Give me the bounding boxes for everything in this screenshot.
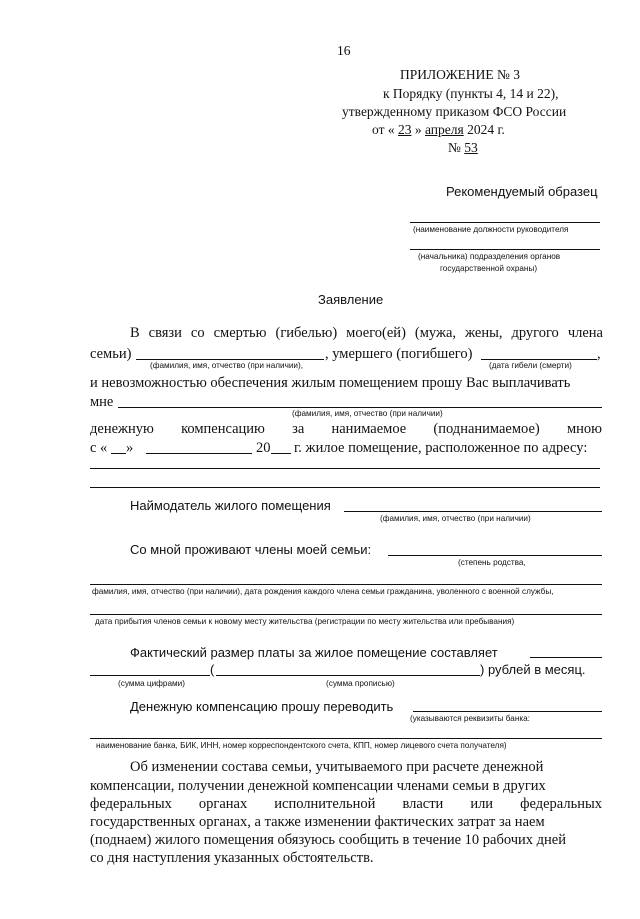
payment-words-field[interactable] [216, 675, 480, 676]
number-value: 53 [464, 140, 478, 155]
addressee-line-1[interactable] [410, 222, 600, 223]
document-heading: Заявление [318, 292, 384, 307]
landlord-label: Наймодатель жилого помещения [130, 498, 331, 513]
para1-line5 [90, 422, 602, 437]
final-line3-word: федеральных [520, 796, 602, 812]
final-line3 [90, 797, 602, 812]
hint-family-3: дата прибытия членов семьи к новому месту жительства (регистрации по месту жительства или пребывания) [95, 617, 515, 626]
payment-digits-field[interactable] [90, 675, 210, 676]
payment-paren-close: ) рублей в месяц. [480, 662, 586, 677]
hint-sum-digits: (сумма цифрами) [118, 679, 185, 688]
para1-line1-word: жены, [465, 325, 503, 341]
para1-line5-word: (поднанимаемое) [433, 421, 540, 437]
final-line3-word: власти [402, 796, 444, 812]
date-day: 23 [397, 122, 412, 137]
number-prefix: № [448, 140, 465, 155]
family-field-3[interactable] [90, 614, 602, 615]
final-line1: Об изменении состава семьи, учитываемого при расчете денежной [130, 759, 544, 775]
date-month: апреля [424, 122, 464, 137]
final-line4: государственных органах, а также изменении фактических затрат за наем [90, 814, 545, 830]
start-month-field[interactable] [146, 453, 252, 454]
para1-line1-word: со [190, 325, 205, 341]
para1-line1-word: смертью [213, 325, 267, 341]
page-number: 16 [337, 43, 351, 58]
applicant-name-field[interactable] [118, 407, 602, 408]
hint-bank-2: наименование банка, БИК, ИНН, номер корреспондентского счета, КПП, номер лицевого счета получателя) [96, 741, 507, 750]
deceased-name-field[interactable] [136, 359, 324, 360]
para1-line2-end: , [597, 346, 601, 362]
payment-field-start[interactable] [530, 657, 602, 658]
para1-line6-d: г. жилое помещение, расположенное по адресу: [294, 440, 588, 456]
addressee-hint-1: (наименование должности руководителя [413, 225, 569, 234]
transfer-label: Денежную компенсацию прошу переводить [130, 699, 394, 714]
para1-line5-word: денежную [90, 421, 154, 437]
para1-line6-b: » [126, 440, 134, 456]
death-date-field[interactable] [481, 359, 597, 360]
start-day-field[interactable] [111, 453, 126, 454]
recommended-sample: Рекомендуемый образец [446, 184, 598, 199]
appendix-title: ПРИЛОЖЕНИЕ № 3 [400, 67, 521, 82]
address-line-1[interactable] [90, 468, 600, 469]
appendix-number [448, 141, 478, 155]
addressee-line-2[interactable] [410, 249, 600, 250]
final-line6: со дня наступления указанных обстоятельств. [90, 850, 374, 866]
appendix-date [372, 123, 505, 137]
family-label: Со мной проживают члены моей семьи: [130, 542, 372, 557]
date-prefix: от « [372, 122, 398, 137]
hint-landlord-name: (фамилия, имя, отчество (при наличии) [380, 514, 531, 523]
para1-line6-a: с « [90, 440, 108, 456]
addressee-hint-2: (начальника) подразделения органов [418, 252, 561, 261]
hint-bank-1: (указываются реквизиты банка: [410, 714, 530, 723]
para1-line2-mid: , умершего (погибшего) [325, 346, 473, 362]
appendix-line2: к Порядку (пункты 4, 14 и 22), [383, 86, 559, 101]
para1-line1-word: (мужа, [414, 325, 457, 341]
family-field-1[interactable] [388, 555, 602, 556]
date-mid: » [411, 122, 425, 137]
bank-details-field-2[interactable] [90, 738, 602, 739]
final-line3-word: федеральных [90, 796, 172, 812]
bank-details-field-1[interactable] [413, 711, 602, 712]
para1-line5-word: за [292, 421, 305, 437]
hint-family-2: фамилия, имя, отчество (при наличии), дата рождения каждого члена семьи гражданина, уволенного с военной службы, [92, 587, 554, 596]
para1-line1 [130, 326, 603, 341]
start-year-field[interactable] [271, 453, 291, 454]
para1-line5-word: нанимаемое [331, 421, 407, 437]
addressee-hint-3: государственной охраны) [440, 264, 538, 273]
para1-line1-word: моего(ей) [346, 325, 406, 341]
final-line3-word: или [470, 796, 494, 812]
address-line-2[interactable] [90, 487, 600, 488]
final-line5: (поднаем) жилого помещения обязуюсь сообщить в течение 10 рабочих дней [90, 832, 566, 848]
family-field-2[interactable] [90, 584, 602, 585]
landlord-name-field[interactable] [344, 511, 602, 512]
para1-line6-c: 20 [256, 440, 271, 456]
date-year: 2024 г. [463, 122, 505, 137]
hint-sum-words: (сумма прописью) [326, 679, 395, 688]
final-line2: компенсации, получении денежной компенсации членами семьи в других [90, 778, 546, 794]
payment-paren-open: ( [210, 662, 215, 677]
hint-deceased-name: (фамилия, имя, отчество (при наличии), [150, 361, 304, 370]
final-line3-word: органах [198, 796, 248, 812]
appendix-line3: утвержденному приказом ФСО России [342, 104, 567, 119]
para1-line3: и невозможностью обеспечения жилым помещением прошу Вас выплачивать [90, 375, 571, 391]
hint-applicant-name: (фамилия, имя, отчество (при наличии) [292, 409, 443, 418]
para1-line4: мне [90, 394, 114, 410]
para1-line1-word: другого [511, 325, 559, 341]
payment-label: Фактический размер платы за жилое помещение составляет [130, 645, 498, 660]
para1-line1-word: связи [148, 325, 182, 341]
hint-family-1: (степень родства, [458, 558, 526, 567]
para1-line1-word: В [130, 325, 140, 341]
para1-line5-word: мною [566, 421, 602, 437]
para1-line5-word: компенсацию [181, 421, 265, 437]
para1-line1-word: (гибелью) [275, 325, 338, 341]
para1-line2-start: семьи) [90, 346, 132, 362]
final-line3-word: исполнительной [274, 796, 376, 812]
hint-death-date: (дата гибели (смерти) [489, 361, 572, 370]
para1-line1-word: члена [567, 325, 603, 341]
